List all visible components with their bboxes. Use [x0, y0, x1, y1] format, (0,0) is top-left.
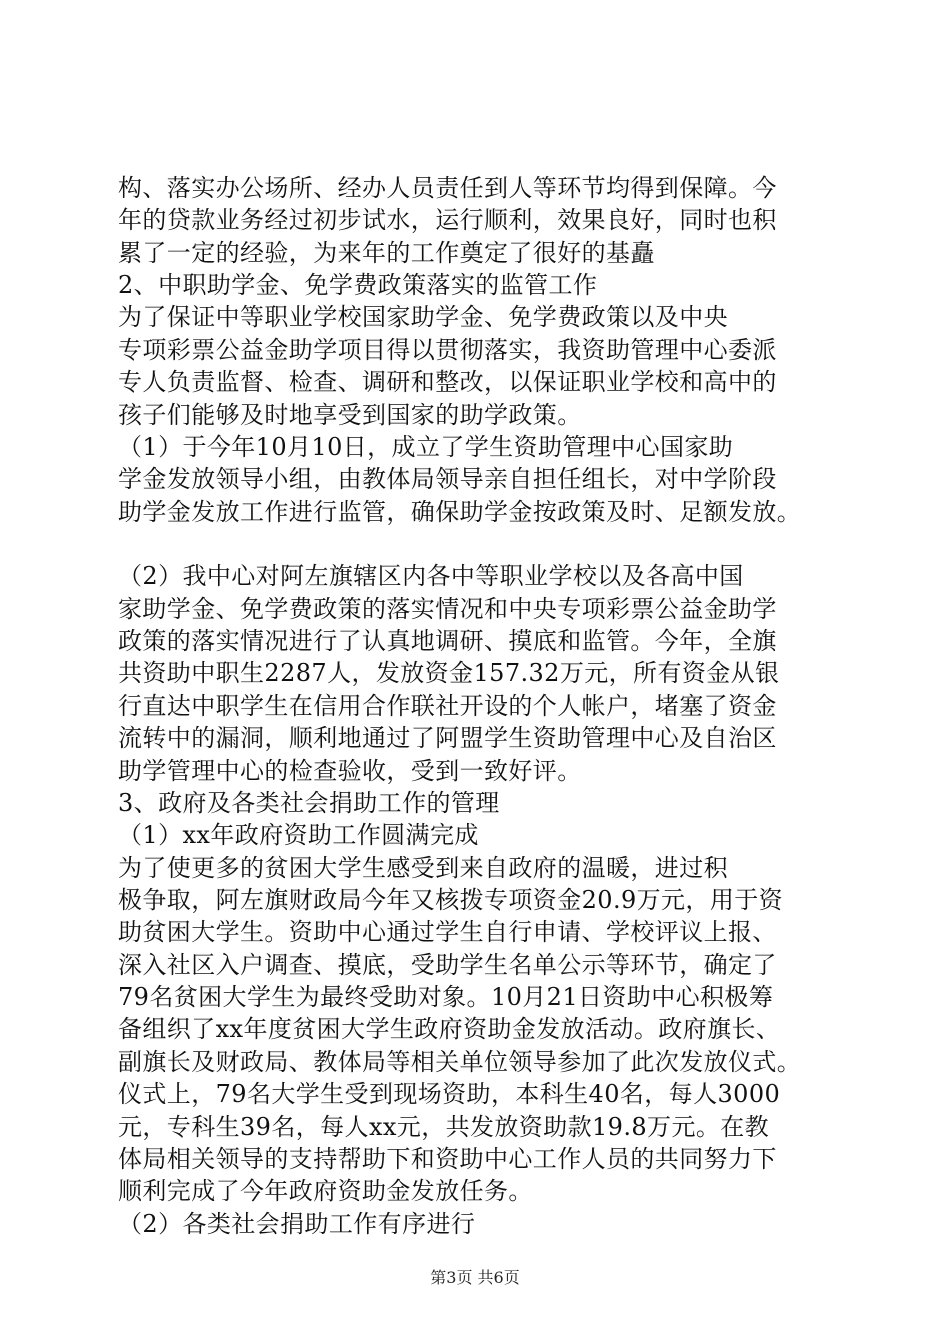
text-line: （2）各类社会捐助工作有序进行: [118, 1210, 476, 1238]
text-line: 极争取，阿左旗财政局今年又核拨专项资金20.9万元，用于资: [118, 886, 784, 914]
text-line: 为了使更多的贫困大学生感受到来自政府的温暖，进过积: [118, 854, 728, 882]
text-line: 元，专科生39名，每人xx元，共发放资助款19.8万元。在教: [118, 1113, 770, 1141]
text-line: 学金发放领导小组，由教体局领导亲自担任组长，对中学阶段: [118, 465, 777, 493]
text-line: 家助学金、免学费政策的落实情况和中央专项彩票公益金助学: [118, 595, 777, 623]
text-line: 3、政府及各类社会捐助工作的管理: [118, 789, 500, 817]
text-line: 孩子们能够及时地享受到国家的助学政策。: [118, 401, 582, 429]
text-line: 79名贫困大学生为最终受助对象。10月21日资助中心积极筹: [118, 983, 774, 1011]
text-line: 深入社区入户调查、摸底，受助学生名单公示等环节，确定了: [118, 951, 777, 979]
text-line: 助学金发放工作进行监管，确保助学金按政策及时、足额发放。: [118, 498, 802, 526]
text-line: 备组织了xx年度贫困大学生政府资助金发放活动。政府旗长、: [118, 1015, 781, 1043]
text-line: 助学管理中心的检查验收，受到一致好评。: [118, 757, 582, 785]
text-line: 共资助中职生2287人，发放资金157.32万元，所有资金从银: [118, 659, 780, 687]
text-line: （1）xx年政府资助工作圆满完成: [118, 821, 479, 849]
text-line: 构、落实办公场所、经办人员责任到人等环节均得到保障。今: [118, 174, 777, 202]
text-line: 助贫困大学生。资助中心通过学生自行申请、学校评议上报、: [118, 918, 777, 946]
text-line: （1）于今年10月10日，成立了学生资助管理中心国家助: [118, 433, 734, 461]
page-footer: 第3页 共6页: [430, 1268, 520, 1287]
text-line: 流转中的漏洞，顺利地通过了阿盟学生资助管理中心及自治区: [118, 724, 777, 752]
text-line: 专人负责监督、检查、调研和整改，以保证职业学校和高中的: [118, 368, 777, 396]
text-line: 2、中职助学金、免学费政策落实的监管工作: [118, 271, 598, 299]
text-line: 体局相关领导的支持帮助下和资助中心工作人员的共同努力下: [118, 1145, 777, 1173]
text-line: 政策的落实情况进行了认真地调研、摸底和监管。今年，全旗: [118, 627, 777, 655]
text-line: 累了一定的经验，为来年的工作奠定了很好的基矗: [118, 239, 655, 267]
text-line: 为了保证中等职业学校国家助学金、免学费政策以及中央: [118, 303, 728, 331]
text-line: 年的贷款业务经过初步试水，运行顺利，效果良好，同时也积: [118, 206, 777, 234]
text-line: （2）我中心对阿左旗辖区内各中等职业学校以及各高中国: [118, 562, 744, 590]
text-line: 专项彩票公益金助学项目得以贯彻落实，我资助管理中心委派: [118, 336, 777, 364]
text-line: 副旗长及财政局、教体局等相关单位领导参加了此次发放仪式。: [118, 1048, 802, 1076]
text-line: 顺利完成了今年政府资助金发放任务。: [118, 1177, 533, 1205]
text-line: 仪式上，79名大学生受到现场资助，本科生40名，每人3000: [118, 1080, 781, 1108]
text-line: 行直达中职学生在信用合作联社开设的个人帐户，堵塞了资金: [118, 692, 777, 720]
